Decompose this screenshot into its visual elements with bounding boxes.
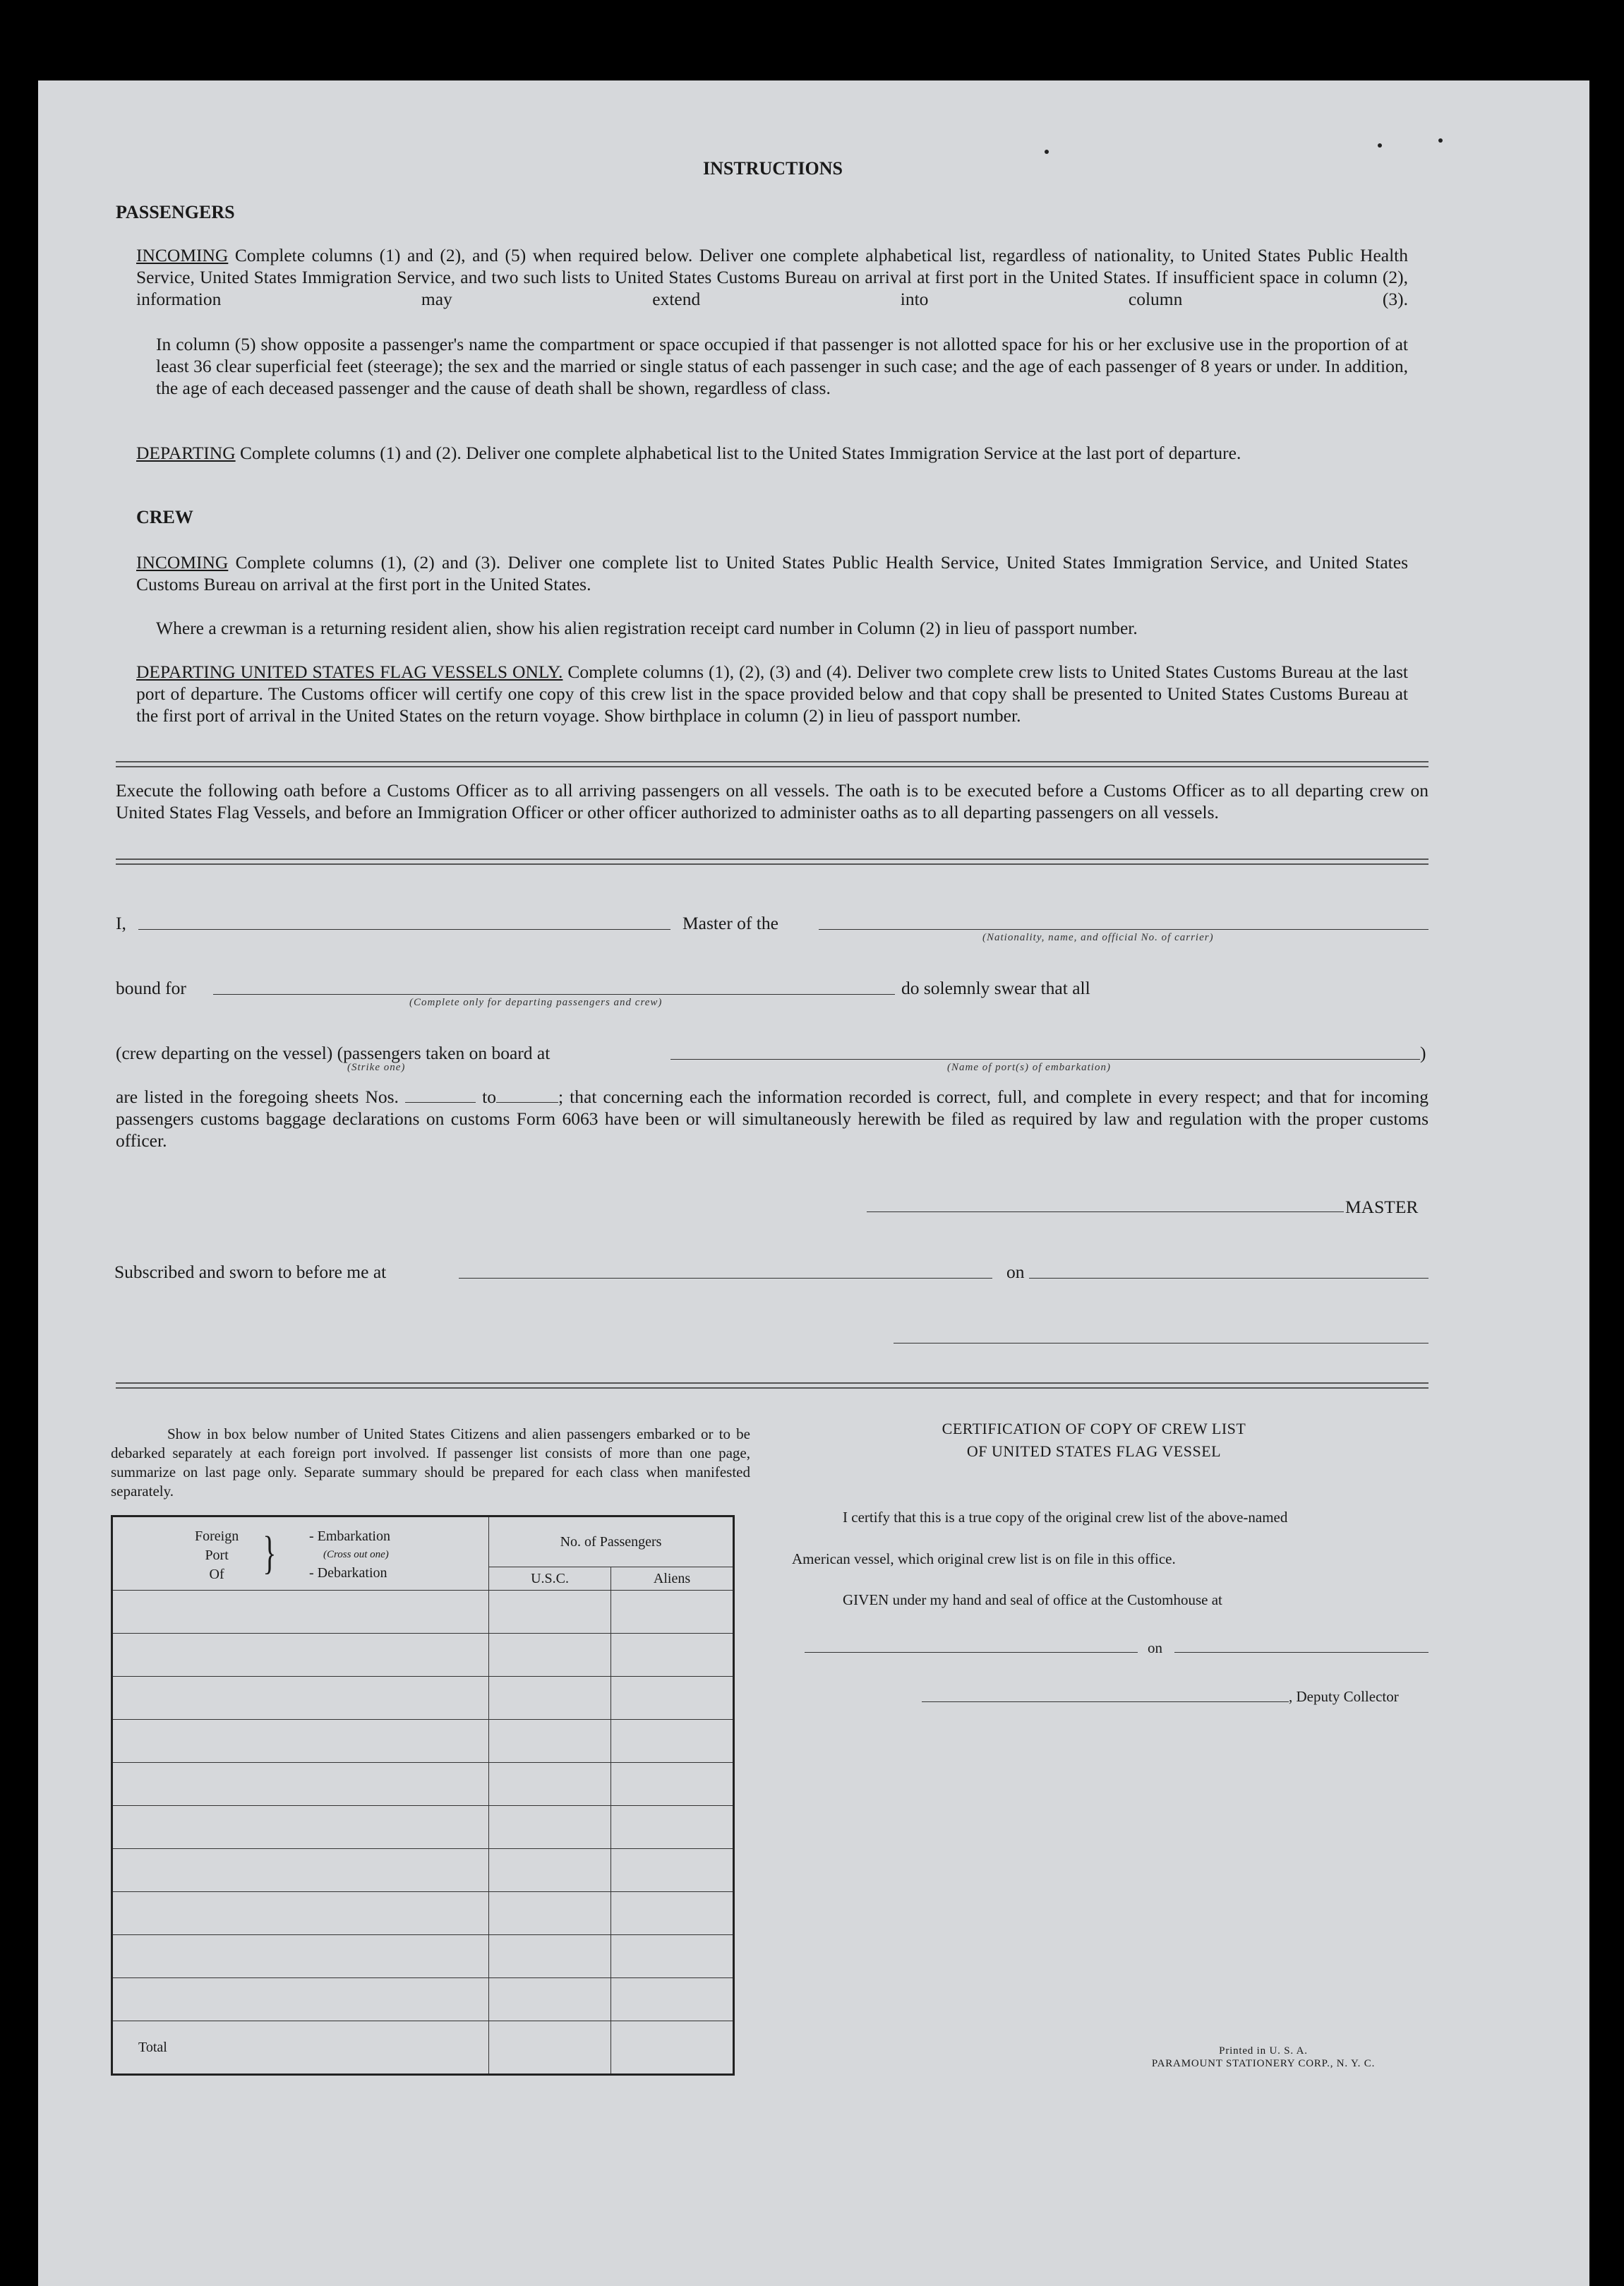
port-cell[interactable] xyxy=(112,1763,489,1806)
debarkation-label: - Debarkation xyxy=(309,1565,387,1581)
incoming-text: Complete columns (1) and (2), and (5) when required below. Deliver one complete alphabetical list, regardless of nationality, to United States Public Health Service, United States Immigration Service, and two such lists to United States Customs Bureau on arrival at first port in the United States. If insufficient space in column (2), information may extend into column (3). xyxy=(136,245,1408,309)
foreign-label: Foreign xyxy=(195,1528,239,1544)
usc-cell[interactable] xyxy=(489,1806,611,1849)
certify-on-label: on xyxy=(1148,1639,1162,1656)
incoming-label: INCOMING xyxy=(136,245,229,265)
aliens-cell[interactable] xyxy=(611,1806,734,1849)
sworn-place-field[interactable] xyxy=(459,1278,992,1279)
aliens-cell[interactable] xyxy=(611,1634,734,1677)
table-row xyxy=(112,1935,734,1978)
port-cell[interactable] xyxy=(112,1849,489,1892)
passengers-heading: PASSENGERS xyxy=(116,202,235,222)
aliens-cell[interactable] xyxy=(611,1892,734,1935)
subscribed-label: Subscribed and sworn to before me at xyxy=(114,1262,387,1282)
scan-speck xyxy=(1378,143,1382,148)
certification-title-line2: OF UNITED STATES FLAG VESSEL xyxy=(966,1442,1222,1460)
aliens-cell[interactable] xyxy=(611,1591,734,1634)
aliens-cell[interactable] xyxy=(611,1720,734,1763)
port-cell[interactable] xyxy=(112,1978,489,2021)
usc-cell[interactable] xyxy=(489,1849,611,1892)
deputy-collector-signature-field[interactable] xyxy=(922,1701,1289,1702)
scan-speck xyxy=(1045,150,1049,154)
table-row xyxy=(112,1720,734,1763)
deputy-collector-label: , Deputy Collector xyxy=(1289,1688,1399,1705)
table-row xyxy=(112,1591,734,1634)
listed-text: ; that concerning each the information recorded is correct, full, and complete in every respect; and that for incoming passengers customs baggage declarations on customs Form 6063 have been or will simultaneously herewith be filed as required by law and regulation with the proper customs officer. xyxy=(116,1087,1429,1151)
embarkation-port-field[interactable] xyxy=(670,1059,1420,1060)
total-usc-cell[interactable] xyxy=(489,2021,611,2075)
page-title: INSTRUCTIONS xyxy=(703,158,843,179)
section-divider xyxy=(116,858,1428,865)
usc-cell[interactable] xyxy=(489,1677,611,1720)
bound-for-hint: (Complete only for departing passengers and crew) xyxy=(409,997,663,1008)
usc-cell[interactable] xyxy=(489,1978,611,2021)
no-of-passengers-header: No. of Passengers xyxy=(489,1516,734,1567)
port-cell[interactable] xyxy=(112,1892,489,1935)
total-row xyxy=(112,2021,734,2075)
sheet-from-field[interactable] xyxy=(405,1089,476,1103)
usc-cell[interactable] xyxy=(489,1720,611,1763)
sworn-date-field[interactable] xyxy=(1029,1278,1428,1279)
usc-cell[interactable] xyxy=(489,1634,611,1677)
passengers-incoming-paragraph xyxy=(136,244,1408,310)
column5-paragraph: In column (5) show opposite a passenger's name the compartment or space occupied if that passenger is not allotted space for his or her exclusive use in the proportion of at least 36 clear superficial feet (steerage); the sex and the married or single status of each passenger in such case; and the age of each passenger of 8 years or under. In addition, the age of each deceased passenger and the cause of death shall be shown, regardless of class. xyxy=(156,334,1408,398)
master-label: MASTER xyxy=(1345,1197,1419,1217)
master-name-field[interactable] xyxy=(138,929,670,930)
embarkation-label: - Embarkation xyxy=(309,1528,390,1544)
oath-instructions: Execute the following oath before a Customs Officer as to all arriving passengers on all vessels. The oath is to be executed before a Customs Officer as to all departing crew on United States Flag Vessels, and before an Immigration Officer or other officer authorized to administer oaths as to all departing passengers on all vessels. xyxy=(116,780,1428,822)
crew-departing-text: Complete columns (1), (2), (3) and (4). Deliver two complete crew lists to United States Customs Bureau at the last port of departure. The Customs officer will certify one copy of this crew list in the space provided below and that copy shall be presented to United States Customs Bureau at the first port of arrival in the United States on the return voyage. Show birthplace in column (2) in lieu of passport number. xyxy=(136,662,1408,726)
departing-label: DEPARTING xyxy=(136,443,236,463)
printer-line1: Printed in U. S. A. xyxy=(1219,2045,1308,2057)
foreign-port-header xyxy=(112,1516,489,1591)
crew-incoming-paragraph xyxy=(136,551,1408,595)
bound-for-label: bound for xyxy=(116,978,186,998)
table-row xyxy=(112,1978,734,2021)
usc-cell[interactable] xyxy=(489,1935,611,1978)
port-label: Port xyxy=(205,1548,229,1563)
summary-header-row xyxy=(112,1516,734,1567)
section-divider xyxy=(116,761,1428,767)
aliens-cell[interactable] xyxy=(611,1978,734,2021)
port-cell[interactable] xyxy=(112,1677,489,1720)
aliens-header: Aliens xyxy=(611,1567,734,1591)
certify-line2: American vessel, which original crew list is on file in this office. xyxy=(792,1550,1176,1567)
crew-resident-paragraph: Where a crewman is a returning resident alien, show his alien registration receipt card number in Column (2) in lieu of passport number. xyxy=(156,618,1138,638)
printer-imprint xyxy=(1108,2045,1419,2070)
certify-date-field[interactable] xyxy=(1174,1652,1428,1653)
port-cell[interactable] xyxy=(112,1935,489,1978)
port-cell[interactable] xyxy=(112,1720,489,1763)
to-label: to xyxy=(482,1087,496,1107)
brace-glyph: } xyxy=(263,1527,277,1579)
port-cell[interactable] xyxy=(112,1591,489,1634)
scan-speck xyxy=(1438,138,1443,143)
customhouse-field[interactable] xyxy=(805,1652,1138,1653)
certification-title xyxy=(805,1418,1383,1463)
table-row xyxy=(112,1677,734,1720)
departing-text: Complete columns (1) and (2). Deliver one complete alphabetical list to the United States Immigration Service at the last port of departure. xyxy=(240,443,1241,463)
table-row xyxy=(112,1634,734,1677)
crew-incoming-label: INCOMING xyxy=(136,552,229,573)
cross-out-label: (Cross out one) xyxy=(323,1549,389,1560)
aliens-cell[interactable] xyxy=(611,1763,734,1806)
swear-text: do solemnly swear that all xyxy=(901,978,1090,998)
table-row xyxy=(112,1763,734,1806)
of-label: Of xyxy=(209,1567,224,1582)
certify-line1: I certify that this is a true copy of the original crew list of the above-named xyxy=(843,1509,1288,1526)
sworn-on-label: on xyxy=(1006,1262,1025,1282)
total-aliens-cell[interactable] xyxy=(611,2021,734,2075)
aliens-cell[interactable] xyxy=(611,1849,734,1892)
crew-heading: CREW xyxy=(136,507,193,527)
officer-signature-field[interactable] xyxy=(894,1343,1428,1344)
port-hint: (Name of port(s) of embarkation) xyxy=(947,1062,1111,1073)
sheet-to-field[interactable] xyxy=(496,1089,558,1103)
crew-departing-label: DEPARTING UNITED STATES FLAG VESSELS ONLY. xyxy=(136,662,563,682)
aliens-cell[interactable] xyxy=(611,1677,734,1720)
master-of-the-label: Master of the xyxy=(682,913,778,933)
usc-cell[interactable] xyxy=(489,1892,611,1935)
crew-passengers-text: (crew departing on the vessel) (passengers taken on board at xyxy=(116,1043,551,1063)
usc-header: U.S.C. xyxy=(489,1567,611,1591)
crew-departing-paragraph xyxy=(136,661,1408,726)
carrier-hint: (Nationality, name, and official No. of carrier) xyxy=(982,932,1214,943)
port-cell[interactable] xyxy=(112,1634,489,1677)
total-label: Total xyxy=(112,2021,489,2075)
usc-cell[interactable] xyxy=(489,1591,611,1634)
section-divider xyxy=(116,1382,1428,1389)
crew-incoming-text: Complete columns (1), (2) and (3). Deliver one complete list to United States Public Health Service, United States Immigration Service, and United States Customs Bureau on arrival at the first port in the United States. xyxy=(136,552,1408,594)
certify-line3: GIVEN under my hand and seal of office at the Customhouse at xyxy=(843,1591,1222,1608)
bound-for-field[interactable] xyxy=(213,994,895,995)
usc-cell[interactable] xyxy=(489,1763,611,1806)
master-signature-field[interactable] xyxy=(867,1211,1344,1212)
close-paren: ) xyxy=(1420,1043,1426,1063)
carrier-field[interactable] xyxy=(819,929,1428,930)
passengers-departing-paragraph xyxy=(136,442,1408,464)
table-row xyxy=(112,1806,734,1849)
certification-title-line1: CERTIFICATION OF COPY OF CREW LIST xyxy=(942,1420,1246,1437)
oath-i-label: I, xyxy=(116,913,126,933)
table-row xyxy=(112,1849,734,1892)
aliens-cell[interactable] xyxy=(611,1935,734,1978)
port-cell[interactable] xyxy=(112,1806,489,1849)
listed-prefix: are listed in the foregoing sheets Nos. xyxy=(116,1087,399,1107)
summary-instructions: Show in box below number of United States Citizens and alien passengers embarked or to be debarked separately at each foreign port involved. If passenger list consists of more than one page, summarize on last page only. Separate summary should be prepared for each class when manifested separately. xyxy=(111,1425,750,1500)
strike-hint: (Strike one) xyxy=(347,1062,406,1073)
passenger-summary-table xyxy=(111,1515,735,2076)
listed-paragraph xyxy=(116,1086,1428,1151)
table-row xyxy=(112,1892,734,1935)
printer-line2: PARAMOUNT STATIONERY CORP., N. Y. C. xyxy=(1151,2058,1376,2069)
